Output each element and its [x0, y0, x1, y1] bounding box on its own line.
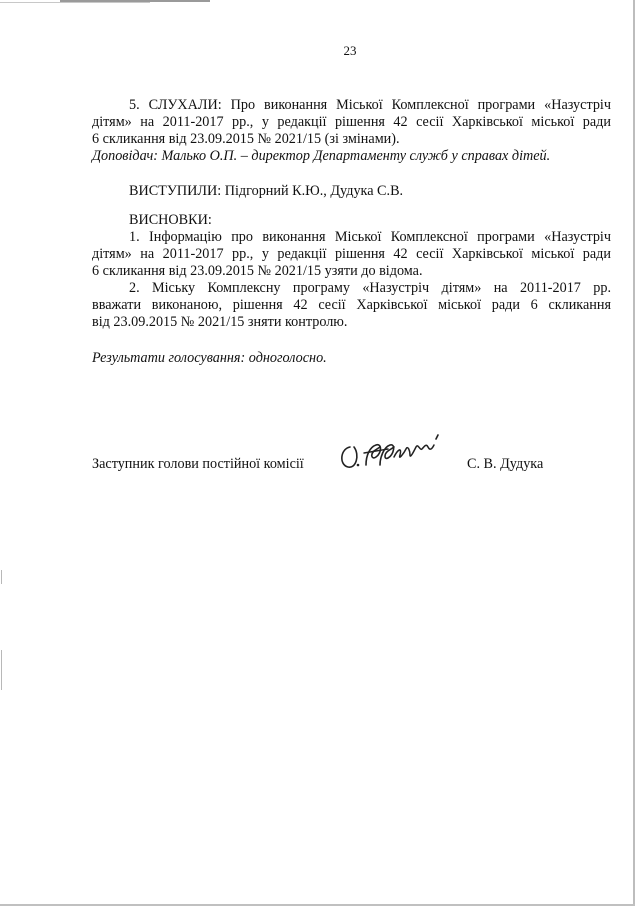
signatory-name: С. В. Дудука: [467, 456, 544, 472]
scan-mark: [1, 650, 2, 690]
speakers-list: ВИСТУПИЛИ: Підгорний К.Ю., Дудука С.В.: [129, 183, 404, 199]
conclusion-2-line: 2. Міську Комплексну програму «Назустріч дітям» на 2011-2017 рр.: [129, 280, 611, 296]
signatory-title: Заступник голови постійної комісії: [92, 456, 304, 472]
item-5-line: 5. СЛУХАЛИ: Про виконання Міської Комплексної програми «Назустріч: [129, 97, 611, 113]
item-5-line: дітям» на 2011-2017 рр., у редакції рішення 42 сесії Харківської міської ради: [92, 114, 611, 130]
conclusion-2-line: від 23.09.2015 № 2021/15 зняти контролю.: [92, 314, 348, 330]
item-5-paragraph: [92, 97, 611, 148]
conclusion-1-line: 6 скликання від 23.09.2015 № 2021/15 узяти до відома.: [92, 263, 423, 279]
conclusion-1-line: 1. Інформацію про виконання Міської Комплексної програми «Назустріч: [129, 229, 611, 245]
conclusions-heading: ВИСНОВКИ:: [129, 212, 212, 228]
vote-result: Результати голосування: одноголосно.: [92, 350, 327, 366]
item-5-line: 6 скликання від 23.09.2015 № 2021/15 (зі змінами).: [92, 131, 400, 147]
conclusion-1-line: дітям» на 2011-2017 рр., у редакції рішення 42 сесії Харківської міської ради: [92, 246, 611, 262]
speaker-line: Доповідач: Малько О.П. – директор Департаменту служб у справах дітей.: [92, 148, 551, 164]
scan-mark: [1, 570, 2, 584]
conclusions-section: [92, 212, 611, 331]
conclusion-2-line: вважати виконаною, рішення 42 сесії Харківської міської ради 6 скликання: [92, 297, 611, 313]
scan-edge: [0, 2, 150, 3]
handwritten-signature-icon: [336, 425, 456, 475]
page-number: 23: [343, 43, 357, 58]
